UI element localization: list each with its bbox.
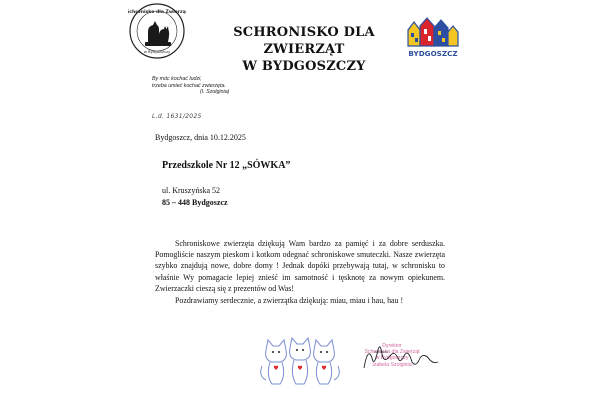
reference-number: L.d. 1631/2025 [152, 113, 202, 120]
recipient-city: 85 – 448 Bydgoszcz [162, 198, 228, 207]
stamp-line3: w Bydgoszczy [375, 355, 409, 362]
cats-illustration [258, 336, 342, 390]
city-logo-text: BYDGOSZCZ [408, 49, 458, 58]
logo-subtext: w Bydgoszczy [143, 49, 171, 54]
org-name-line1: SCHRONISKO DLA ZWIERZĄT [233, 25, 375, 57]
recipient-address [162, 185, 228, 209]
motto-line1: By móc kochać ludzi, [152, 76, 202, 82]
recipient-street: ul. Kruszyńska 52 [162, 186, 220, 195]
stamp-line2: Schroniska dla Zwierząt [364, 349, 420, 356]
stamp-line1: Dyrektor [382, 343, 402, 349]
city-logo [402, 16, 464, 60]
motto-author: (I. Szolginia) [200, 89, 230, 96]
stamp-line4: Izabela Szolginia [372, 361, 412, 368]
motto [152, 76, 229, 96]
body-paragraph: Schroniskowe zwierzęta dziękują Wam bardzo za pamięć i za dobre serduszka. Pomogliście naszym pieskom i kotkom odegnać schroniskowe smuteczki. Nasze zwierzęta szybko znajdują nowe, dobre domy ! Jednak dopóki przebywają tutaj, w schronisku to właśnie Wy pomagacie lepiej znieść im samotność i tęsknotę za nowym opiekunem. Zwierzaczki cieszą się z prezentów od Was! [155, 239, 445, 293]
motto-line2: trzeba umieć kochać zwierzęta. [152, 82, 226, 89]
organization-name [208, 24, 400, 75]
shelter-logo [128, 2, 186, 60]
org-name-line2: W BYDGOSZCZY [242, 59, 366, 74]
logo-text: Schronisko dla Zwierząt [128, 10, 186, 15]
handwritten-signature [360, 338, 440, 374]
recipient-name: Przedszkole Nr 12 „SÓWKA” [162, 160, 291, 171]
letter-body [155, 238, 445, 306]
letter-date: Bydgoszcz, dnia 10.12.2025 [155, 133, 246, 142]
body-greeting: Pozdrawiamy serdecznie, a zwierzątka dziękują: miau, miau i hau, hau ! [175, 296, 404, 306]
